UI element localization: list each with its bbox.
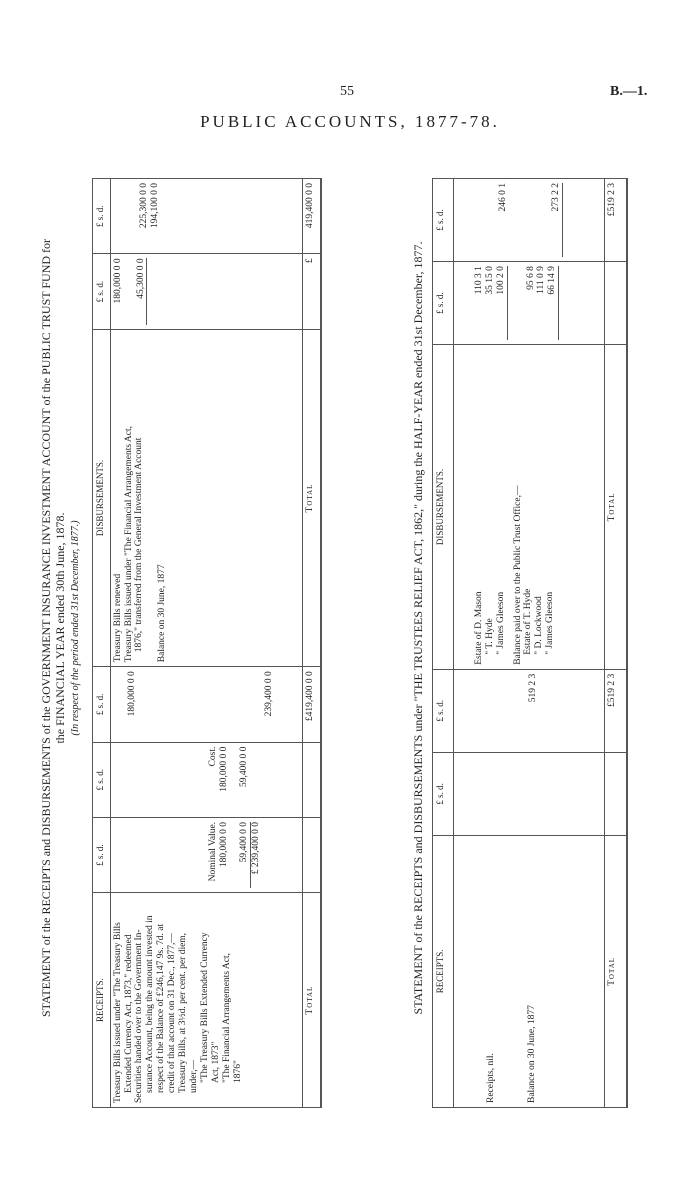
- receipts-items: Treasury Bills issued under "The Treasury Bills Extended Currency Act, 1873," redeemed Securities handed over to the Government In- surance Account, being the amount invested in respect of the Balance of £246,147 9s. 7d. at credit of that account on 31 Dec., 1877,— Treasury Bills, at 3½d. per cent. per diem, under,— "The Treasury Bills Extended Currency Act, 1873" "The Financial Arrangements Act, 1876": [110, 893, 302, 1108]
- receipts-heading: RECEIPTS.: [93, 893, 111, 1108]
- receipts-detail-column: [453, 752, 604, 835]
- disbursements-total-label: Total: [302, 329, 321, 666]
- page-title: PUBLIC ACCOUNTS, 1877-78.: [200, 112, 500, 131]
- receipts-heading: RECEIPTS.: [433, 835, 454, 1107]
- money-heading: £ s. d.: [93, 817, 111, 892]
- receipts-items: Receipts, nil. Balance on 30 June, 1877: [453, 835, 604, 1107]
- money-heading: £ s. d.: [433, 669, 454, 752]
- statement-insurance-investment: [40, 138, 340, 1118]
- disbursements-total-label: Total: [605, 345, 627, 670]
- disbursements-heading: DISBURSEMENTS.: [433, 345, 454, 670]
- disbursements-total-column: 225,300 0 0 194,100 0 0: [110, 179, 302, 254]
- disbursements-amount-column: 180,000 0 0 45,300 0 0: [110, 254, 302, 329]
- statement-subtitle: the FINANCIAL YEAR ended 30th June, 1878.: [52, 512, 67, 744]
- disbursements-heading: DISBURSEMENTS.: [93, 329, 111, 666]
- account-table: [432, 178, 628, 1108]
- disbursements-total-pound-sign: £: [302, 254, 321, 329]
- disbursements-items: Treasury Bills renewed Treasury Bills issued under "The Financial Arrangements Act, 1876," transferred from the General Investment Account Balance on 30 June, 1877: [110, 329, 302, 666]
- statement-trustees-relief: [412, 138, 652, 1118]
- receipts-total-label: Total: [302, 893, 321, 1108]
- cost-column: Cost. 180,000 0 0 59,400 0 0: [110, 742, 302, 817]
- receipts-amount-column: 519 2 3: [453, 669, 604, 752]
- disbursements-amount-column: 246 0 1 273 2 2: [453, 179, 604, 262]
- statement-note: (In respect of the period ended 31st December, 1877.): [69, 520, 81, 736]
- receipts-total-label: Total: [605, 835, 627, 1107]
- money-heading: £ s. d.: [93, 742, 111, 817]
- disbursements-detail-column: 110 3 1 35 15 0 100 2 0 95 6 8 111 0 9 66 14 9: [453, 262, 604, 345]
- money-heading: £ s. d.: [433, 752, 454, 835]
- nominal-value-column: Nominal Value. 180,000 0 0 59,400 0 0 £ 239,400 0 0: [110, 817, 302, 892]
- money-heading: £ s. d.: [93, 179, 111, 254]
- page-number: 55: [340, 84, 354, 99]
- money-heading: £ s. d.: [93, 254, 111, 329]
- disbursements-total: 419,400 0 0: [302, 179, 321, 254]
- money-heading: £ s. d.: [93, 667, 111, 742]
- money-heading: £ s. d.: [433, 179, 454, 262]
- receipts-amount-column: 180,000 0 0 239,400 0 0: [110, 667, 302, 742]
- disbursements-total: £519 2 3: [605, 179, 627, 262]
- statement-title: STATEMENT of the RECEIPTS and DISBURSEMENTS of the GOVERNMENT INSURANCE INVESTMENT ACCOUNT of the PUBLIC TRUST FUND for: [39, 238, 53, 1018]
- money-heading: £ s. d.: [433, 262, 454, 345]
- statement-title: STATEMENT of the RECEIPTS and DISBURSEMENTS under "THE TRUSTEES RELIEF ACT, 1862," during the HALF-YEAR ended 31st December, 1877.: [411, 241, 425, 1015]
- account-table: [92, 178, 322, 1108]
- disbursements-items: Estate of D. Mason " T. Hyde " James Gleeson Balance paid over to the Public Trust Office,— Estate of T. Hyde " D. Lockwood " James Gleeson: [453, 345, 604, 670]
- receipts-total: £519 2 3: [605, 669, 627, 752]
- document-code: B.—1.: [610, 84, 648, 99]
- receipts-total: £419,400 0 0: [302, 667, 321, 742]
